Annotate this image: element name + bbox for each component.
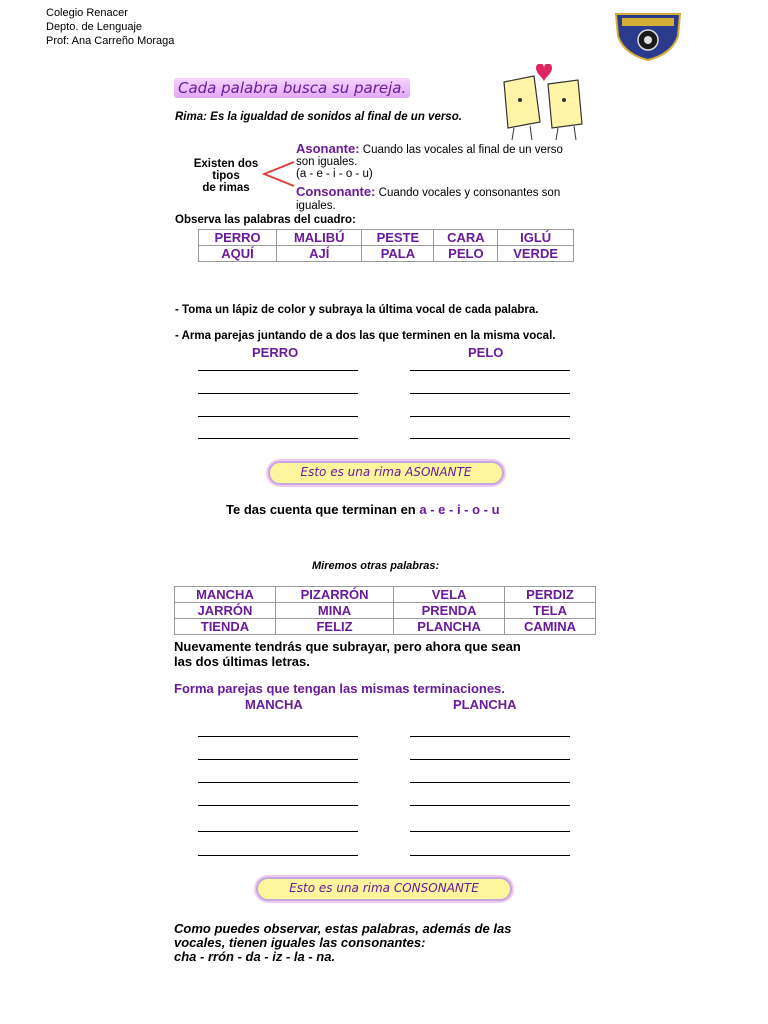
consonante-text: Cuando vocales y consonantes son [378, 187, 561, 199]
answer-line[interactable] [198, 736, 358, 737]
table-cell: PALA [362, 246, 434, 262]
table-row [199, 246, 574, 262]
answer-line[interactable] [410, 438, 570, 439]
asonante-label: Asonante: [296, 141, 360, 156]
table-cell: MANCHA [175, 587, 276, 603]
vowels-prefix: Te das cuenta que terminan en [226, 502, 416, 517]
answer-line[interactable] [198, 759, 358, 760]
school-crest-icon [612, 10, 684, 62]
table-cell: MALIBÚ [277, 230, 362, 246]
closing-line1: Como puedes observar, estas palabras, además de las [174, 921, 512, 936]
table-cell: TELA [505, 603, 596, 619]
banner-consonante: Esto es una rima CONSONANTE [256, 877, 512, 901]
asonante-vowels: (a - e - i - o - u) [296, 168, 373, 180]
pair2-left-word: MANCHA [245, 697, 303, 712]
table-cell: PIZARRÓN [275, 587, 393, 603]
answer-line[interactable] [410, 416, 570, 417]
table-row [199, 230, 574, 246]
asonante-text: Cuando las vocales al final de un verso [362, 144, 563, 156]
table-row [175, 619, 596, 635]
answer-line[interactable] [410, 855, 570, 856]
answer-line[interactable] [198, 438, 358, 439]
table-cell: PERDIZ [505, 587, 596, 603]
pair1-left-word: PERRO [252, 345, 299, 360]
types-intro-line2: tipos [212, 170, 240, 182]
table-cell: PELO [434, 246, 498, 262]
table-cell: AQUÍ [199, 246, 277, 262]
table-cell: PERRO [199, 230, 277, 246]
words-table-1 [198, 229, 574, 262]
rima-definition: Rima: Es la igualdad de sonidos al final de un verso. [175, 111, 462, 123]
table-cell: VERDE [498, 246, 574, 262]
answer-line[interactable] [410, 831, 570, 832]
consonante-label: Consonante: [296, 184, 376, 199]
answer-line[interactable] [410, 782, 570, 783]
observe-label: Observa las palabras del cuadro: [175, 214, 356, 226]
words-table-2 [174, 586, 596, 635]
instruction-1: - Toma un lápiz de color y subraya la última vocal de cada palabra. [175, 304, 539, 316]
table-row [175, 603, 596, 619]
answer-line[interactable] [198, 831, 358, 832]
again-line1: Nuevamente tendrás que subrayar, pero ahora que sean [174, 639, 521, 654]
table-cell: JARRÓN [175, 603, 276, 619]
again-line2: las dos últimas letras. [174, 654, 310, 669]
answer-line[interactable] [410, 736, 570, 737]
answer-line[interactable] [410, 370, 570, 371]
answer-line[interactable] [198, 416, 358, 417]
pair2-right-word: PLANCHA [453, 697, 517, 712]
answer-line[interactable] [410, 759, 570, 760]
answer-line[interactable] [410, 805, 570, 806]
closing-line3: cha - rrón - da - iz - la - na. [174, 949, 336, 964]
table-cell: CAMINA [505, 619, 596, 635]
forma-instruction: Forma parejas que tengan las mismas terminaciones. [174, 681, 505, 696]
answer-line[interactable] [198, 805, 358, 806]
pair1-right-word: PELO [468, 345, 504, 360]
table-cell: PRENDA [394, 603, 505, 619]
page-title: Cada palabra busca su pareja. [174, 78, 410, 98]
consonante-text2: iguales. [296, 200, 336, 212]
table-cell: PLANCHA [394, 619, 505, 635]
paper-characters-icon [496, 64, 592, 144]
banner-asonante: Esto es una rima ASONANTE [268, 461, 504, 485]
asonante-text2: son iguales. [296, 156, 358, 168]
types-intro-line1: Existen dos [193, 158, 259, 170]
vowels-list: a - e - i - o - u [419, 502, 500, 517]
instruction-2: - Arma parejas juntando de a dos las que terminen en la misma vocal. [175, 330, 556, 342]
answer-line[interactable] [198, 393, 358, 394]
table-cell: MINA [275, 603, 393, 619]
closing-line2: vocales, tienen iguales las consonantes: [174, 935, 426, 950]
answer-line[interactable] [198, 855, 358, 856]
teacher-name: Prof: Ana Carreño Moraga [46, 35, 175, 47]
table-cell: FELIZ [275, 619, 393, 635]
others-label: Miremos otras palabras: [312, 560, 440, 572]
table-cell: CARA [434, 230, 498, 246]
table-cell: TIENDA [175, 619, 276, 635]
bracket-icon [262, 160, 296, 193]
types-intro-line3: de rimas [202, 182, 250, 194]
table-cell: VELA [394, 587, 505, 603]
school-name: Colegio Renacer [46, 7, 128, 19]
answer-line[interactable] [198, 370, 358, 371]
department: Depto. de Lenguaje [46, 21, 143, 33]
table-cell: AJÍ [277, 246, 362, 262]
answer-line[interactable] [410, 393, 570, 394]
answer-line[interactable] [198, 782, 358, 783]
table-row [175, 587, 596, 603]
table-cell: IGLÚ [498, 230, 574, 246]
table-cell: PESTE [362, 230, 434, 246]
